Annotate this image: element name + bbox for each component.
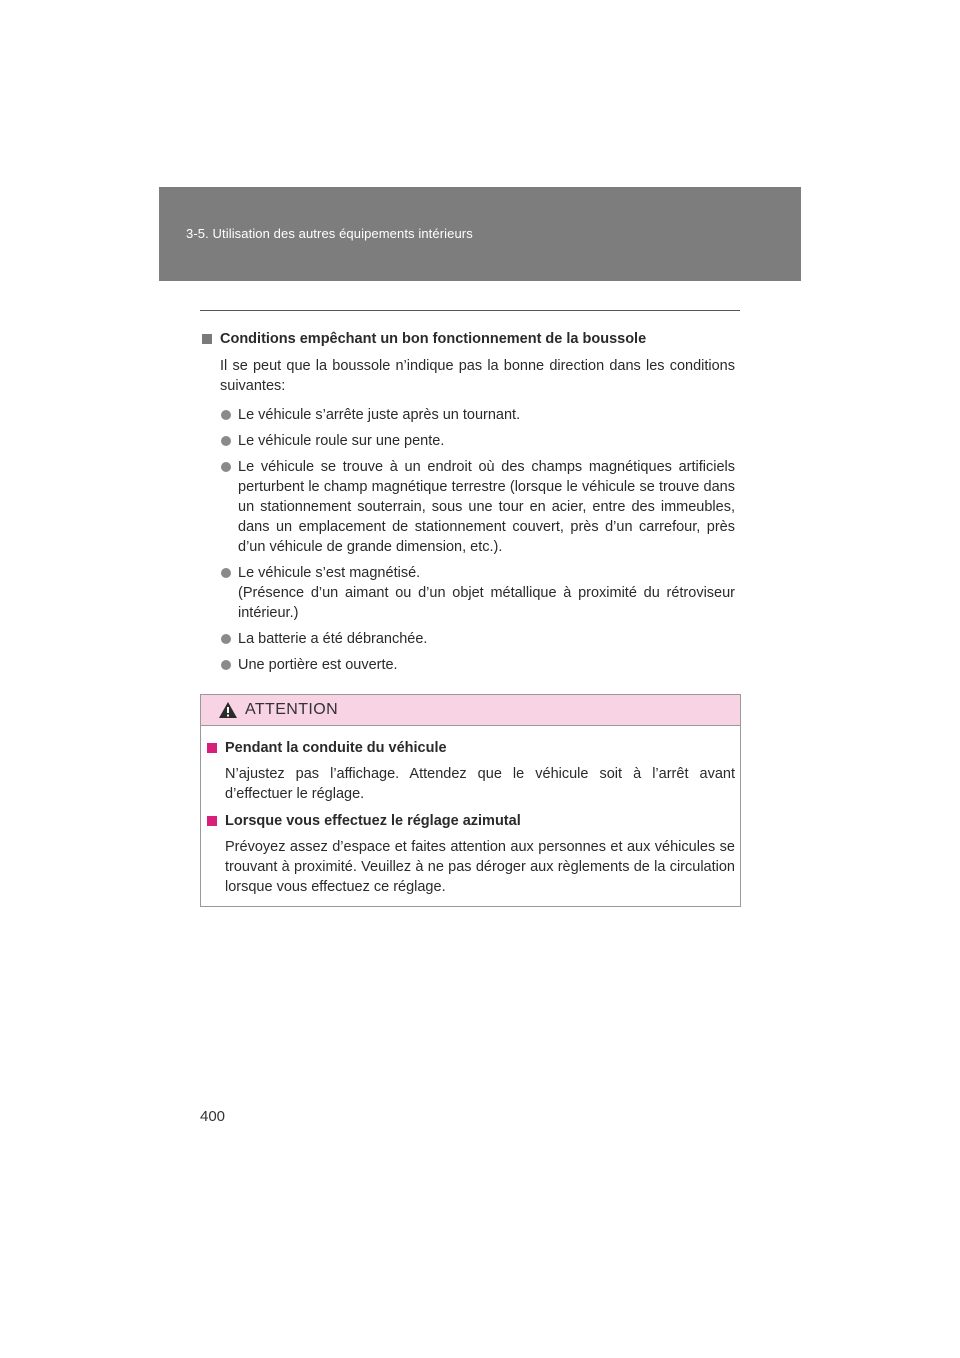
warning-icon — [218, 701, 238, 719]
list-item: Le véhicule se trouve à un endroit où des champs magnétiques artificiels perturbent le champ magnétique terrestre (lorsque le véhicule se trouve dans un stationnement souterrain, sous une tour en acier, entre des immeubles, dans un emplacement de stationnement couvert, près d’un carrefour, près d’un véhicule de grande dimension, etc.). — [200, 457, 735, 557]
round-bullet-icon — [221, 660, 231, 670]
list-item: Une portière est ouverte. — [200, 655, 735, 675]
list-item: Le véhicule s’arrête juste après un tournant. — [200, 405, 735, 425]
section-title: 3-5. Utilisation des autres équipements intérieurs — [186, 226, 473, 241]
list-item-note: (Présence d’un aimant ou d’un objet métallique à proximité du rétroviseur intérieur.) — [238, 585, 735, 621]
square-bullet-icon — [202, 334, 212, 344]
heading-text: Conditions empêchant un bon fonctionnement de la boussole — [220, 331, 647, 347]
square-bullet-icon — [207, 816, 217, 826]
attention-header — [201, 695, 740, 726]
attention-body — [201, 726, 740, 897]
divider — [200, 310, 740, 311]
round-bullet-icon — [221, 436, 231, 446]
round-bullet-icon — [221, 568, 231, 578]
round-bullet-icon — [221, 634, 231, 644]
list-item: Le véhicule roule sur une pente. — [200, 431, 735, 451]
attention-item-text: N’ajustez pas l’affichage. Attendez que le véhicule soit à l’arrêt avant d’effectuer le réglage. — [225, 766, 735, 802]
chapter-header — [159, 187, 801, 281]
section-heading — [200, 329, 735, 349]
square-bullet-icon — [207, 743, 217, 753]
attention-item-heading: Lorsque vous effectuez le réglage azimutal — [205, 811, 735, 831]
round-bullet-icon — [221, 462, 231, 472]
attention-title: ATTENTION — [245, 701, 339, 718]
attention-box — [200, 694, 741, 907]
attention-item-text: Prévoyez assez d’espace et faites attention aux personnes et aux véhicules se trouvant à proximité. Veuillez à ne pas déroger aux règlements de la circulation lorsque vous effectuez ce réglage. — [225, 839, 735, 895]
conditions-list — [200, 405, 735, 675]
attention-item-heading: Pendant la conduite du véhicule — [205, 738, 735, 758]
intro-paragraph: Il se peut que la boussole n’indique pas la bonne direction dans les conditions suivantes: — [220, 358, 735, 394]
list-item: Le véhicule s’est magnétisé. (Présence d’un aimant ou d’un objet métallique à proximité du rétroviseur intérieur.) — [200, 563, 735, 623]
list-item: La batterie a été débranchée. — [200, 629, 735, 649]
round-bullet-icon — [221, 410, 231, 420]
compass-conditions-section — [200, 329, 735, 681]
page-number: 400 — [200, 1108, 226, 1125]
